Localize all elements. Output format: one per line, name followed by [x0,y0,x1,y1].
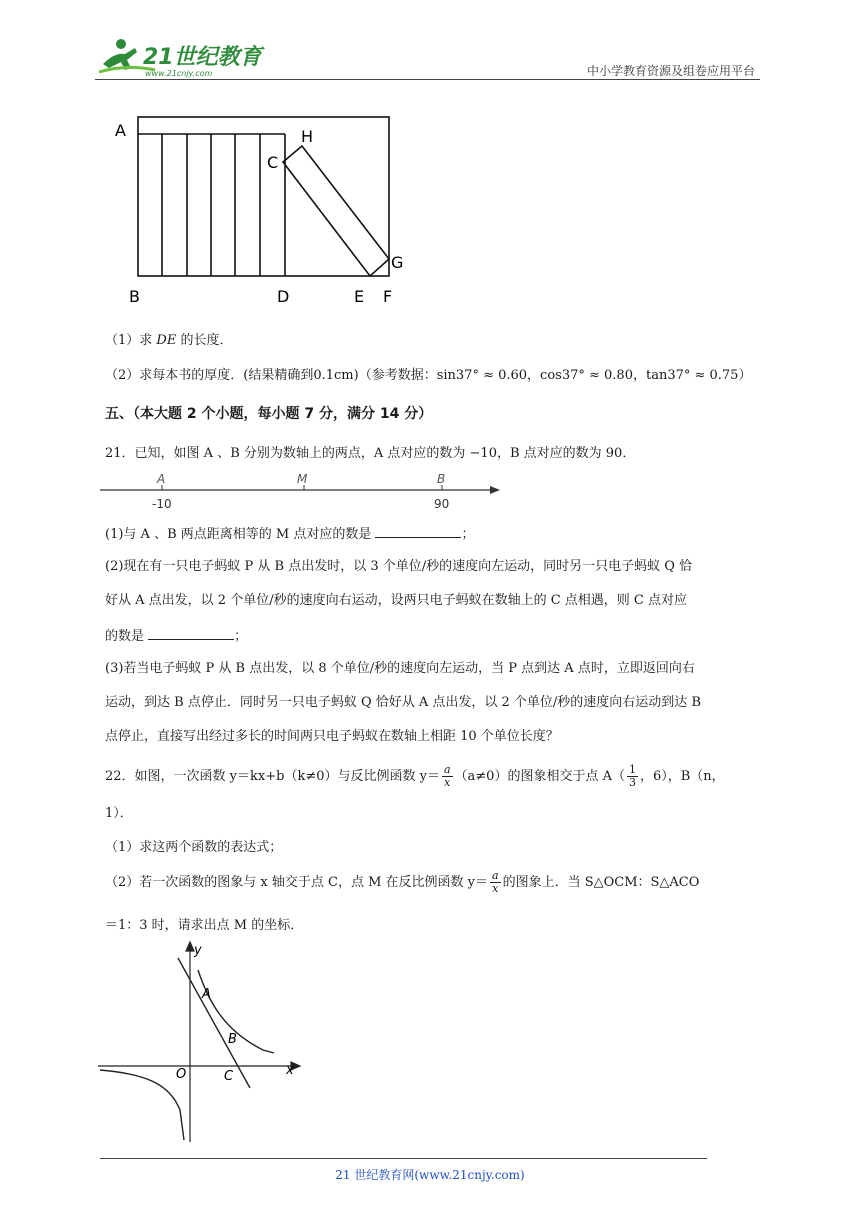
logo-sub-text: www.21cnjy.com [145,69,213,78]
q21-part2-line1: (2)现在有一只电子蚂蚁 P 从 B 点出发时，以 3 个单位/秒的速度向左运动，同时另一只电子蚂蚁 Q 恰 [105,559,693,574]
label-G: G [391,253,404,272]
q21-part3-line1: (3)若当电子蚂蚁 P 从 B 点出发，以 8 个单位/秒的速度向左运动，当 P 点到达 A 点时，立即返回向右 [105,661,695,676]
value-B: 90 [434,497,450,511]
books-figure [105,108,425,312]
label-D: D [277,287,290,306]
section-title: 五、（本大题 2 个小题，每小题 7 分，满分 14 分） [105,406,433,422]
footer-divider [100,1158,707,1159]
axis-x-label: x [286,1063,294,1078]
header-logo [95,34,265,80]
function-graph [98,940,308,1149]
label-B: B [129,287,140,306]
q20-part2: （2）求每本书的厚度．(结果精确到0.1cm)（参考数据：sin37° ≈ 0.60，cos37° ≈ 0.80，tan37° ≈ 0.75） [105,368,752,383]
label-F: F [383,287,393,306]
number-line-figure [100,470,510,520]
q21-part2-line2: 好从 A 点出发，以 2 个单位/秒的速度向右运动，设两只电子蚂蚁在数轴上的 C 点相遇，则 C 点对应 [105,593,687,608]
logo-runner-icon [95,34,265,80]
header-divider [95,79,760,80]
q22-part2-line2: ＝1：3 时，请求出点 M 的坐标． [105,918,304,933]
graph-point-C: C [224,1069,234,1084]
graph-point-A: A [202,987,211,1002]
q22-part2-line1: （2）若一次函数的图象与 x 轴交于点 C，点 M 在反比例函数 y＝ $\frac{a}{x}$ 的图象上．当 S△OCM：S△ACO [105,869,700,895]
logo-main-text: 21世纪教育 [143,45,262,70]
q21-part3-line3: 点停止，直接写出经过多长的时间两只电子蚂蚁在数轴上相距 10 个单位长度？ [105,729,559,744]
q21-part1: (1)与 A 、B 两点距离相等的 M 点对应的数是 ； [105,523,765,545]
axis-y-label: y [194,943,202,958]
graph-point-B: B [228,1032,237,1047]
point-A-label: A [157,472,166,486]
label-H: H [301,127,314,146]
point-B-label: B [437,472,446,486]
fraction-one-third: $\frac{1}{3}$ [628,763,636,789]
value-A: -10 [152,497,172,511]
q22-stem-line1: 22．如图，一次函数 y＝kx+b（k≠0）与反比例函数 y＝ $\frac{a}{x}$ （a≠0）的图象相交于点 A（ $\frac{1}{3}$ ，6），B（n， [105,763,725,789]
label-E: E [354,287,365,306]
answer-blank [148,625,234,640]
q21-part2-line3: 的数是 ； [105,625,765,647]
q22-stem-line2: 1）． [105,806,133,821]
answer-blank [375,523,461,538]
footer-link[interactable]: 21 世纪教育网(www.21cnjy.com) [335,1168,525,1182]
fraction-a-over-x: $\frac{a}{x}$ [492,869,499,895]
q21-stem: 21．已知，如图 A 、B 分别为数轴上的两点，A 点对应的数为 −10，B 点对应的数为 90． [105,446,636,461]
header-platform-text: 中小学教育资源及组卷应用平台 [586,64,755,78]
fraction-a-over-x: $\frac{a}{x}$ [443,763,451,789]
q22-part1: （1）求这两个函数的表达式； [105,840,283,855]
q20-part1: （1）求 DE 的长度． [105,333,233,348]
point-M-label: M [297,472,308,486]
label-A: A [115,121,126,140]
q21-part3-line2: 运动，到达 B 点停止．同时另一只电子蚂蚁 Q 恰好从 A 点出发，以 2 个单位/秒的速度向右运动到达 B [105,695,701,710]
graph-origin-O: O [176,1067,187,1082]
label-C: C [267,153,279,172]
